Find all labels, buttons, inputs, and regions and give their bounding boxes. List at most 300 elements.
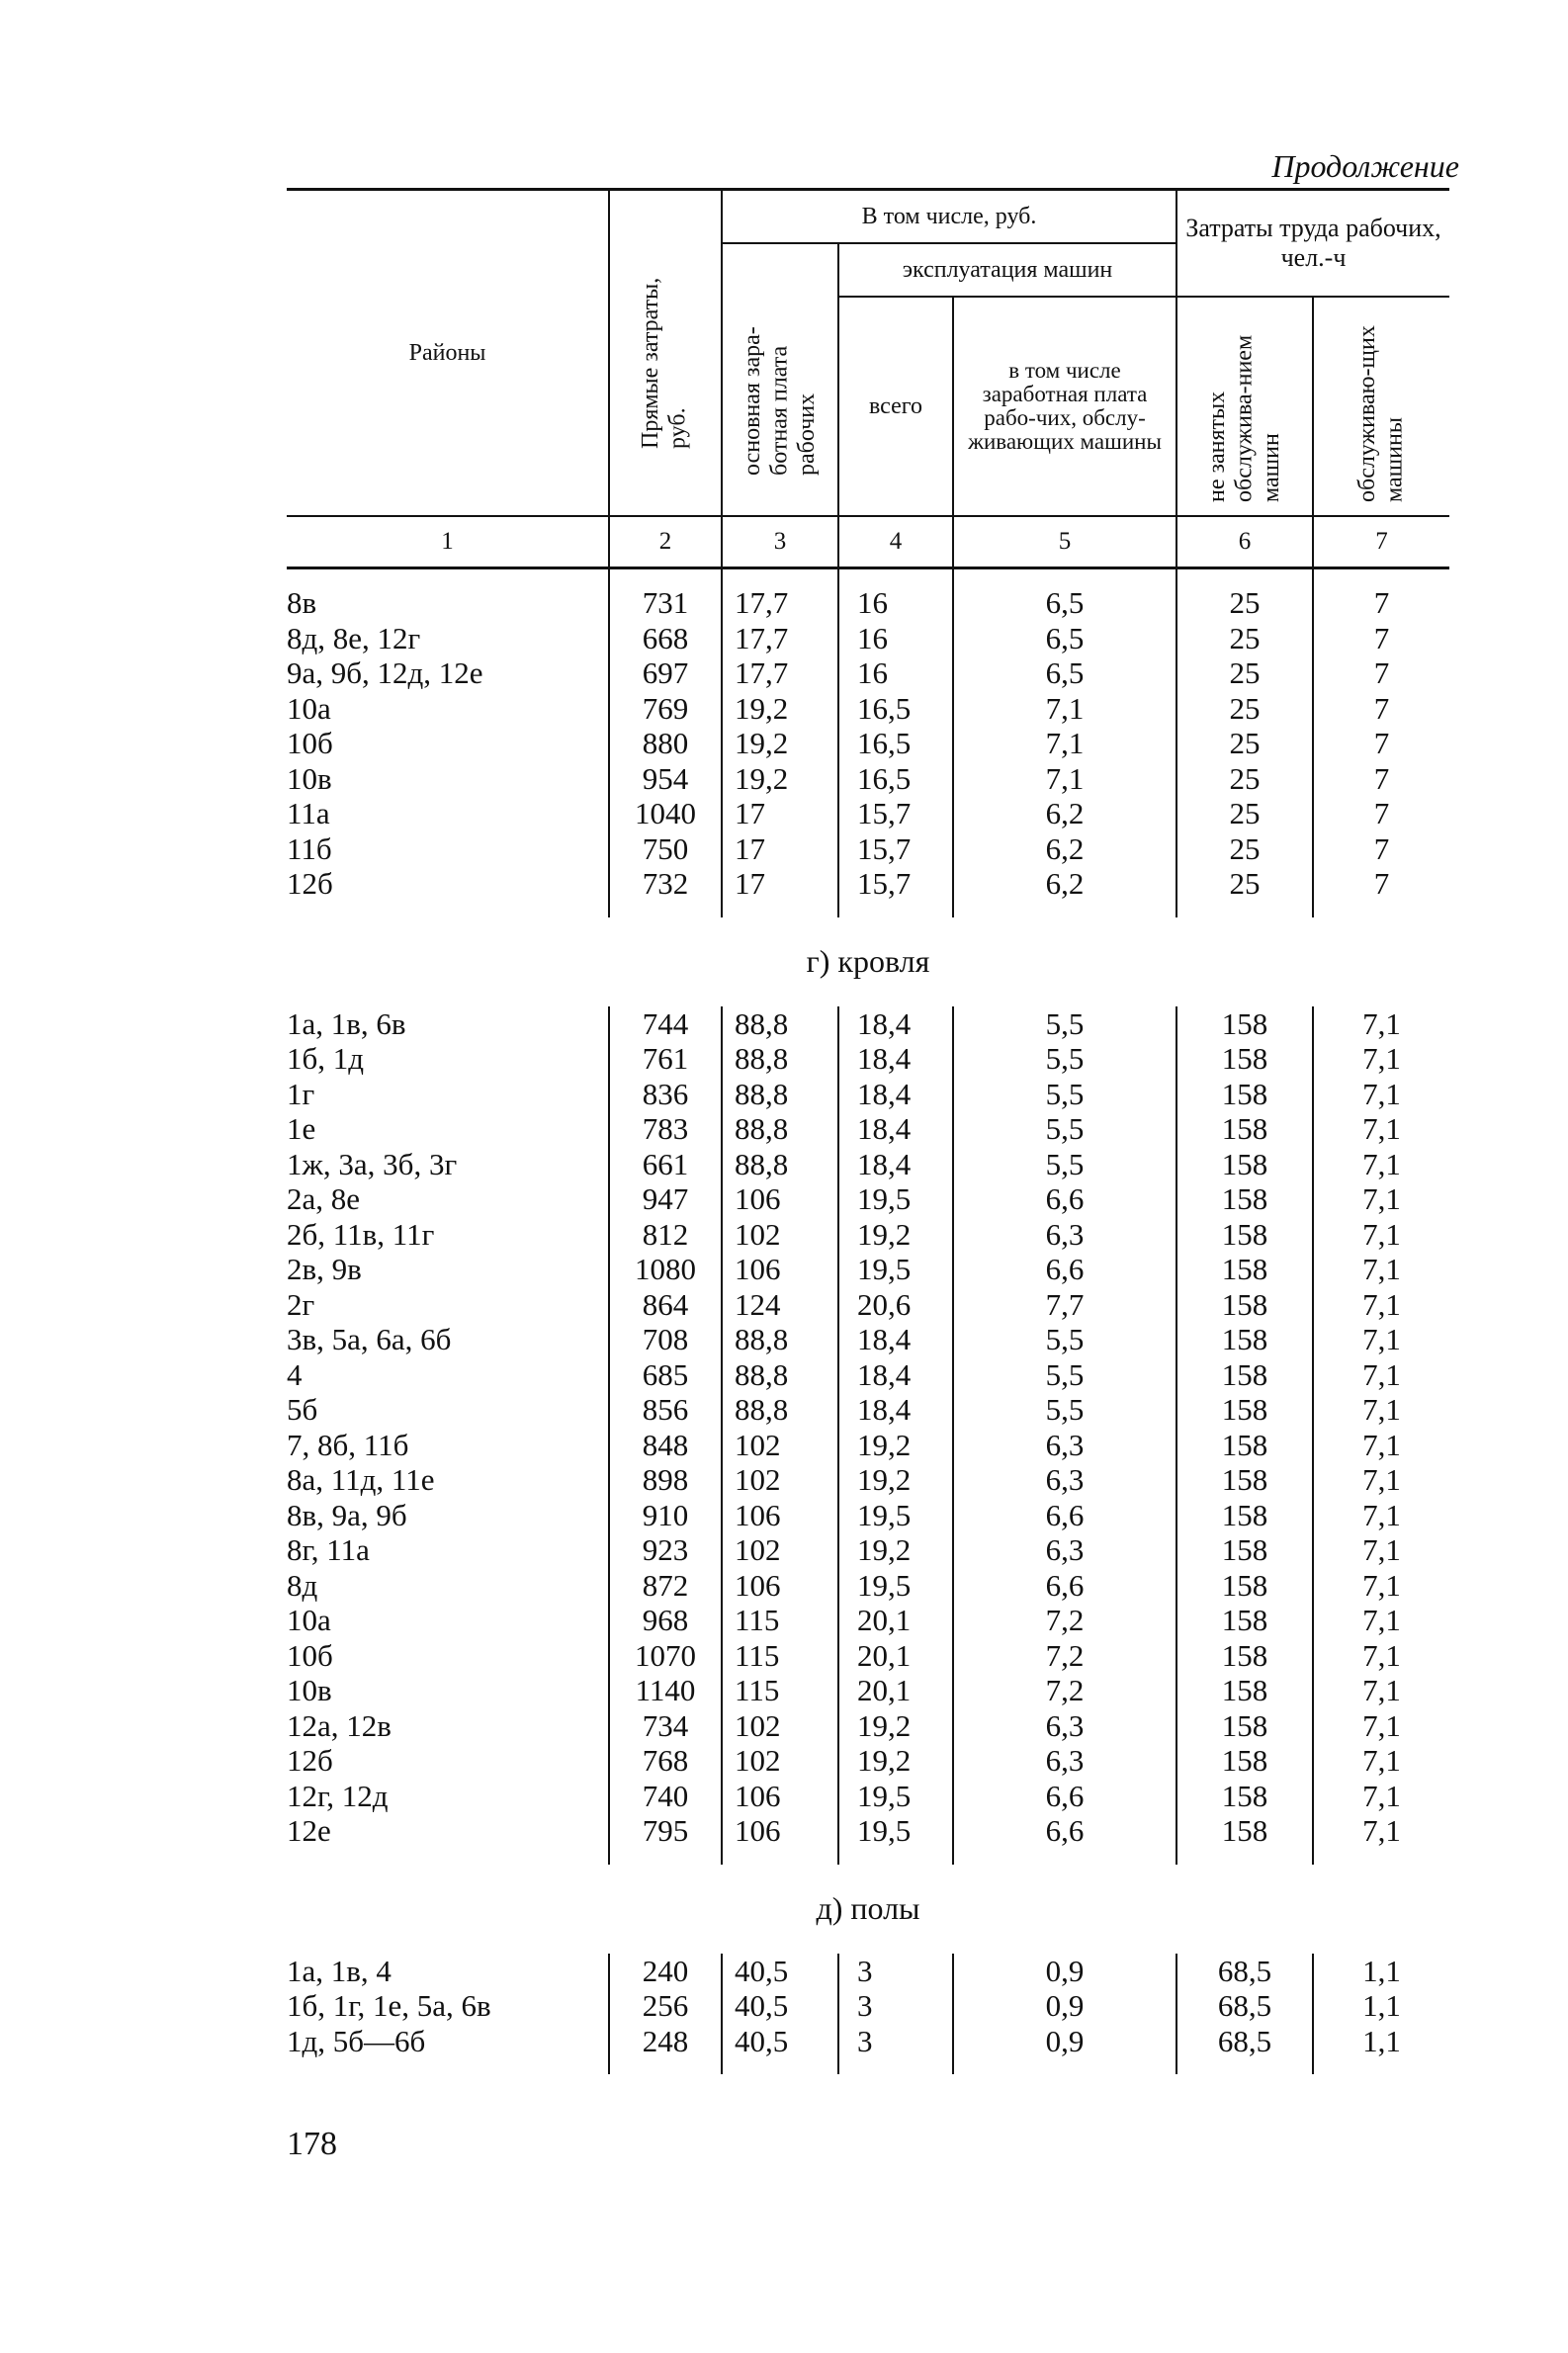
base-wage-cell: 102 [722,1217,838,1253]
region-cell: 10в [287,760,332,796]
labor-servicing-cell: 7,1 [1313,1006,1449,1042]
region-cell: 12е [287,1813,331,1848]
labor-servicing-cell: 7,1 [1313,1041,1449,1077]
direct-costs-cell: 856 [609,1392,722,1428]
labor-servicing-cell: 7 [1313,726,1449,761]
machine-wage-cell: 0,9 [953,1988,1176,2024]
labor-not-busy-cell: 68,5 [1176,1988,1313,2024]
spacer-row [287,902,1449,917]
table-row [287,691,1449,727]
direct-costs-cell: 734 [609,1708,722,1744]
table-row [287,1743,1449,1779]
col-number: 4 [838,516,953,568]
labor-servicing-cell: 7 [1313,585,1449,621]
base-wage-label: основная зара-ботная плата рабочих [739,325,820,476]
labor-not-busy-cell: 158 [1176,1111,1313,1147]
spacer-row [287,1849,1449,1865]
table-row [287,1287,1449,1323]
direct-costs-cell: 761 [609,1041,722,1077]
spacer-cell [1313,2058,1449,2074]
labor-servicing-cell: 7 [1313,691,1449,727]
region-cell: 7, 8б, 11б [287,1427,409,1462]
machine-wage-cell: 5,5 [953,1006,1176,1042]
labor-servicing-cell: 7 [1313,655,1449,691]
cost-table [287,188,1449,2074]
col-number: 2 [609,516,722,568]
machine-wage-cell: 5,5 [953,1322,1176,1357]
machine-wage-cell: 7,2 [953,1603,1176,1638]
labor-servicing-cell: 7,1 [1313,1392,1449,1428]
machine-wage-cell: 6,5 [953,655,1176,691]
labor-not-busy-cell: 68,5 [1176,2024,1313,2059]
spacer-cell [609,902,722,917]
col-header-direct-costs [609,190,722,517]
machine-total-cell: 19,2 [838,1743,953,1779]
labor-servicing-cell: 7 [1313,761,1449,797]
table-row [287,1392,1449,1428]
spacer-cell [287,2058,609,2074]
machine-wage-cell: 7,1 [953,761,1176,797]
direct-costs-cell: 1040 [609,796,722,831]
region-cell: 5б [287,1392,318,1427]
direct-costs-cell: 783 [609,1111,722,1147]
machine-wage-cell: 5,5 [953,1357,1176,1393]
labor-not-busy-cell: 158 [1176,1638,1313,1674]
table-row [287,796,1449,831]
table-row [287,1181,1449,1217]
direct-costs-cell: 947 [609,1181,722,1217]
table-row [287,1041,1449,1077]
direct-costs-cell: 848 [609,1428,722,1463]
machine-total-cell: 19,5 [838,1181,953,1217]
section-title: г) кровля [806,942,930,979]
table-row [287,1217,1449,1253]
machine-total-cell: 20,1 [838,1603,953,1638]
base-wage-cell: 115 [722,1603,838,1638]
direct-costs-cell: 744 [609,1006,722,1042]
labor-not-busy-cell: 158 [1176,1813,1313,1849]
labor-servicing-cell: 7,1 [1313,1673,1449,1708]
table-row [287,831,1449,867]
direct-costs-cell: 880 [609,726,722,761]
labor-servicing-cell: 7,1 [1313,1743,1449,1779]
spacer-cell [722,1849,838,1865]
machine-total-cell: 18,4 [838,1111,953,1147]
table-row [287,1708,1449,1744]
region-cell: 11а [287,796,330,830]
spacer-cell [609,2058,722,2074]
labor-not-busy-cell: 158 [1176,1779,1313,1814]
region-cell: 8а, 11д, 11е [287,1462,435,1497]
machine-total-cell: 20,6 [838,1287,953,1323]
table-row [287,866,1449,902]
machine-total-cell: 16 [838,655,953,691]
machine-total-cell: 20,1 [838,1673,953,1708]
direct-costs-cell: 795 [609,1813,722,1849]
direct-costs-cell: 661 [609,1147,722,1182]
direct-costs-cell: 732 [609,866,722,902]
direct-costs-cell: 923 [609,1532,722,1568]
base-wage-cell: 106 [722,1252,838,1287]
machine-wage-cell: 6,3 [953,1532,1176,1568]
labor-servicing-cell: 7 [1313,866,1449,902]
region-cell: 9а, 9б, 12д, 12е [287,655,483,690]
continuation-label: Продолжение [1271,148,1459,184]
labor-not-busy-cell: 158 [1176,1322,1313,1357]
direct-costs-cell: 750 [609,831,722,867]
region-cell: 1б, 1д [287,1041,365,1076]
base-wage-cell: 17,7 [722,621,838,656]
table-row [287,1006,1449,1042]
direct-costs-cell: 668 [609,621,722,656]
table-row [287,1428,1449,1463]
machine-wage-cell: 6,3 [953,1743,1176,1779]
labor-servicing-cell: 1,1 [1313,1954,1449,1989]
machine-total-cell: 19,2 [838,1708,953,1744]
machine-wage-cell: 6,6 [953,1498,1176,1533]
region-cell: 1а, 1в, 6в [287,1005,406,1041]
labor-servicing-cell: 7,1 [1313,1357,1449,1393]
base-wage-cell: 40,5 [722,2024,838,2059]
machine-total-cell: 15,7 [838,866,953,902]
direct-costs-cell: 248 [609,2024,722,2059]
base-wage-cell: 106 [722,1779,838,1814]
machine-total-cell: 16 [838,621,953,656]
col-number: 3 [722,516,838,568]
direct-costs-cell: 812 [609,1217,722,1253]
region-cell: 8д [287,1567,318,1603]
base-wage-cell: 88,8 [722,1006,838,1042]
table-row [287,1673,1449,1708]
spacer-cell [1313,902,1449,917]
labor-servicing-cell: 7,1 [1313,1568,1449,1604]
region-cell: 2а, 8е [287,1181,361,1216]
machine-wage-cell: 6,3 [953,1428,1176,1463]
table-row [287,621,1449,656]
col-number: 5 [953,516,1176,568]
table-row [287,1357,1449,1393]
machine-total-cell: 3 [838,1954,953,1989]
region-cell: 8в [287,585,317,620]
base-wage-cell: 115 [722,1638,838,1674]
direct-costs-cell: 1070 [609,1638,722,1674]
direct-costs-cell: 256 [609,1988,722,2024]
spacer-cell [953,2058,1176,2074]
col-header-incl-wage: в том числе заработная плата рабо-чих, обслу-живающих машины [953,297,1176,516]
machine-total-cell: 19,5 [838,1813,953,1849]
labor-not-busy-cell: 25 [1176,621,1313,656]
machine-wage-cell: 6,5 [953,585,1176,621]
labor-not-busy-cell: 158 [1176,1252,1313,1287]
labor-not-busy-cell: 158 [1176,1708,1313,1744]
region-cell: 12б [287,1743,333,1778]
machine-total-cell: 16,5 [838,691,953,727]
machine-total-cell: 19,2 [838,1532,953,1568]
machine-wage-cell: 5,5 [953,1077,1176,1112]
col-header-base-wage [722,243,838,516]
labor-servicing-cell: 7,1 [1313,1252,1449,1287]
region-cell: 12б [287,866,333,901]
direct-costs-cell: 910 [609,1498,722,1533]
direct-costs-cell: 872 [609,1568,722,1604]
machine-total-cell: 18,4 [838,1041,953,1077]
labor-servicing-cell: 7,1 [1313,1111,1449,1147]
machine-total-cell: 18,4 [838,1147,953,1182]
spacer-row [287,2058,1449,2074]
machine-total-cell: 19,5 [838,1498,953,1533]
base-wage-cell: 102 [722,1428,838,1463]
labor-not-busy-cell: 158 [1176,1462,1313,1498]
base-wage-cell: 106 [722,1498,838,1533]
region-cell: 10б [287,726,333,760]
table-row [287,1498,1449,1533]
region-cell: 1а, 1в, 4 [287,1953,392,1988]
table-row [287,1813,1449,1849]
base-wage-cell: 88,8 [722,1147,838,1182]
table-row [287,726,1449,761]
labor-not-busy-cell: 158 [1176,1673,1313,1708]
machine-wage-cell: 5,5 [953,1147,1176,1182]
spacer-cell [838,2058,953,2074]
machine-total-cell: 3 [838,1988,953,2024]
labor-not-busy-cell: 68,5 [1176,1954,1313,1989]
base-wage-cell: 88,8 [722,1392,838,1428]
base-wage-cell: 17,7 [722,585,838,621]
machine-wage-cell: 0,9 [953,2024,1176,2059]
spacer-cell [838,1849,953,1865]
labor-servicing-cell: 7,1 [1313,1813,1449,1849]
table-row [287,1779,1449,1814]
base-wage-cell: 115 [722,1673,838,1708]
region-cell: 3в, 5а, 6а, 6б [287,1322,452,1356]
spacer-cell [838,902,953,917]
section-title-row [287,917,1449,1006]
column-numbers-row [287,516,1449,568]
spacer-cell [722,902,838,917]
machine-total-cell: 16 [838,585,953,621]
table-row [287,1954,1449,1989]
spacer-cell [722,2058,838,2074]
table-row [287,1638,1449,1674]
machine-wage-cell: 7,2 [953,1673,1176,1708]
machine-total-cell: 18,4 [838,1357,953,1393]
labor-not-busy-cell: 158 [1176,1357,1313,1393]
direct-costs-cell: 697 [609,655,722,691]
base-wage-cell: 106 [722,1813,838,1849]
base-wage-cell: 102 [722,1708,838,1744]
table-row [287,761,1449,797]
table-row [287,1603,1449,1638]
machine-total-cell: 3 [838,2024,953,2059]
direct-costs-label: Прямые затраты, руб. [638,277,691,449]
machine-wage-cell: 6,5 [953,621,1176,656]
region-cell: 8г, 11а [287,1532,370,1567]
base-wage-cell: 102 [722,1743,838,1779]
base-wage-cell: 40,5 [722,1988,838,2024]
region-cell: 1ж, 3а, 3б, 3г [287,1146,458,1181]
base-wage-cell: 17,7 [722,655,838,691]
spacer-cell [953,1849,1176,1865]
labor-servicing-cell: 7,1 [1313,1708,1449,1744]
region-cell: 4 [287,1356,303,1392]
machine-wage-cell: 7,1 [953,726,1176,761]
machine-wage-cell: 6,6 [953,1813,1176,1849]
region-cell: 2г [287,1286,315,1322]
labor-not-busy-cell: 25 [1176,796,1313,831]
labor-servicing-cell: 7,1 [1313,1217,1449,1253]
labor-not-busy-cell: 158 [1176,1743,1313,1779]
direct-costs-cell: 1140 [609,1673,722,1708]
table-row [287,1988,1449,2024]
machine-total-cell: 20,1 [838,1638,953,1674]
labor-servicing-cell: 7 [1313,621,1449,656]
region-cell: 10а [287,690,331,726]
labor-not-busy-cell: 158 [1176,1603,1313,1638]
table-header [287,190,1449,568]
labor-not-busy-cell: 158 [1176,1392,1313,1428]
region-cell: 11б [287,830,332,866]
spacer-cell [287,1849,609,1865]
region-cell: 8в, 9а, 9б [287,1497,407,1532]
region-cell: 12а, 12в [287,1707,392,1743]
machine-wage-cell: 6,6 [953,1181,1176,1217]
labor-not-busy-cell: 25 [1176,585,1313,621]
machine-wage-cell: 7,1 [953,691,1176,727]
col-header-machine-operation: эксплуатация машин [838,243,1176,297]
spacer-cell [287,902,609,917]
direct-costs-cell: 1080 [609,1252,722,1287]
labor-servicing-cell: 1,1 [1313,1988,1449,2024]
base-wage-cell: 88,8 [722,1041,838,1077]
labor-servicing-cell: 7 [1313,796,1449,831]
region-cell: 1б, 1г, 1е, 5а, 6в [287,1988,491,2023]
machine-wage-cell: 6,2 [953,796,1176,831]
machine-wage-cell: 6,6 [953,1252,1176,1287]
direct-costs-cell: 740 [609,1779,722,1814]
direct-costs-cell: 836 [609,1077,722,1112]
machine-total-cell: 18,4 [838,1077,953,1112]
base-wage-cell: 17 [722,796,838,831]
spacer-cell [953,568,1176,586]
labor-servicing-cell: 7,1 [1313,1462,1449,1498]
direct-costs-cell: 240 [609,1954,722,1989]
machine-total-cell: 19,2 [838,1217,953,1253]
labor-not-busy-cell: 158 [1176,1568,1313,1604]
machine-wage-cell: 6,3 [953,1217,1176,1253]
machine-wage-cell: 5,5 [953,1392,1176,1428]
labor-servicing-cell: 1,1 [1313,2024,1449,2059]
direct-costs-cell: 968 [609,1603,722,1638]
table-row [287,1077,1449,1112]
machine-wage-cell: 6,6 [953,1568,1176,1604]
table-body [287,568,1449,2075]
labor-not-busy-cell: 158 [1176,1147,1313,1182]
table-row [287,655,1449,691]
spacer-cell [609,1849,722,1865]
machine-wage-cell: 6,2 [953,866,1176,902]
labor-not-busy-cell: 25 [1176,761,1313,797]
col-header-regions: Районы [287,190,609,517]
labor-not-busy-cell: 25 [1176,655,1313,691]
labor-servicing-cell: 7,1 [1313,1147,1449,1182]
machine-total-cell: 16,5 [838,726,953,761]
base-wage-cell: 124 [722,1287,838,1323]
direct-costs-cell: 708 [609,1322,722,1357]
labor-servicing-cell: 7,1 [1313,1077,1449,1112]
col-header-labor-costs: Затраты труда рабочих, чел.-ч [1176,190,1449,298]
table-row [287,1147,1449,1182]
region-cell: 8д, 8е, 12г [287,620,421,655]
labor-servicing-cell: 7,1 [1313,1428,1449,1463]
labor-servicing-cell: 7,1 [1313,1638,1449,1674]
section-title-row [287,1865,1449,1954]
table-row [287,1568,1449,1604]
table [287,188,1449,2074]
machine-total-cell: 18,4 [838,1006,953,1042]
base-wage-cell: 88,8 [722,1111,838,1147]
spacer-cell [838,568,953,586]
col-header-including: В том числе, руб. [722,190,1176,244]
table-row [287,1252,1449,1287]
region-cell: 1е [287,1111,316,1146]
table-row [287,1532,1449,1568]
region-cell: 2в, 9в [287,1252,362,1286]
spacer-cell [1176,902,1313,917]
base-wage-cell: 19,2 [722,726,838,761]
labor-not-busy-cell: 158 [1176,1077,1313,1112]
machine-wage-cell: 7,2 [953,1638,1176,1674]
machine-wage-cell: 7,7 [953,1287,1176,1323]
base-wage-cell: 102 [722,1532,838,1568]
col-header-servicing [1313,297,1449,516]
labor-servicing-cell: 7,1 [1313,1498,1449,1533]
spacer-row [287,568,1449,586]
labor-not-busy-cell: 25 [1176,831,1313,867]
col-header-total: всего [838,297,953,516]
machine-total-cell: 19,2 [838,1462,953,1498]
region-cell: 1г [287,1076,315,1111]
base-wage-cell: 102 [722,1462,838,1498]
labor-not-busy-cell: 158 [1176,1181,1313,1217]
spacer-cell [722,568,838,586]
direct-costs-cell: 954 [609,761,722,797]
machine-total-cell: 18,4 [838,1392,953,1428]
machine-total-cell: 16,5 [838,761,953,797]
base-wage-cell: 19,2 [722,691,838,727]
labor-not-busy-cell: 158 [1176,1532,1313,1568]
machine-wage-cell: 5,5 [953,1111,1176,1147]
machine-wage-cell: 6,3 [953,1462,1176,1498]
direct-costs-cell: 731 [609,585,722,621]
spacer-cell [1176,2058,1313,2074]
region-cell: 10в [287,1673,332,1707]
labor-servicing-cell: 7 [1313,831,1449,867]
section-title: д) полы [816,1889,920,1926]
machine-total-cell: 19,2 [838,1428,953,1463]
machine-total-cell: 15,7 [838,831,953,867]
machine-total-cell: 19,5 [838,1779,953,1814]
spacer-cell [953,902,1176,917]
machine-total-cell: 19,5 [838,1568,953,1604]
direct-costs-cell: 769 [609,691,722,727]
labor-servicing-cell: 7,1 [1313,1779,1449,1814]
labor-servicing-cell: 7,1 [1313,1287,1449,1323]
col-header-not-busy [1176,297,1313,516]
labor-not-busy-cell: 25 [1176,866,1313,902]
base-wage-cell: 17 [722,831,838,867]
machine-wage-cell: 6,6 [953,1779,1176,1814]
direct-costs-cell: 898 [609,1462,722,1498]
